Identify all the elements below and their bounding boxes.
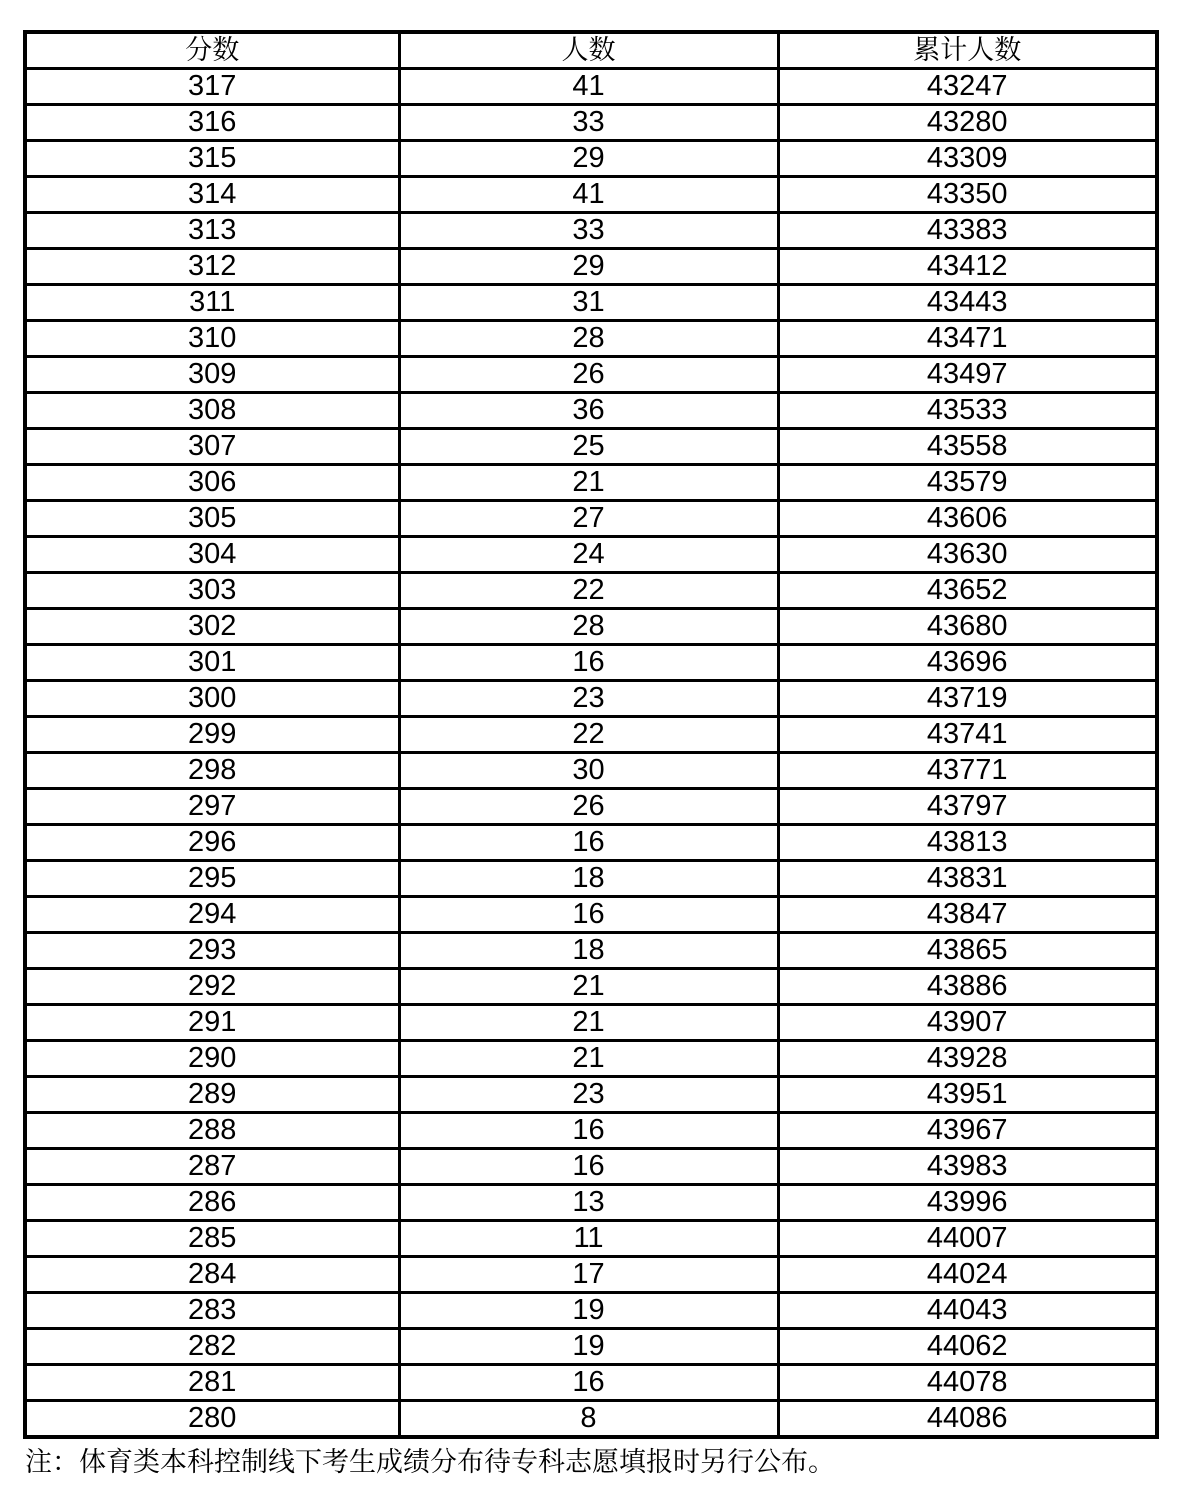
cumulative-count-cell: 44007 <box>778 1221 1157 1257</box>
cumulative-count-cell: 43696 <box>778 645 1157 681</box>
score-cell: 293 <box>25 933 399 969</box>
table-row <box>25 1005 1157 1041</box>
table-row <box>25 321 1157 357</box>
score-distribution-table <box>23 30 1159 1439</box>
count-cell: 13 <box>399 1185 778 1221</box>
table-header-row <box>25 32 1157 69</box>
count-cell: 26 <box>399 357 778 393</box>
score-cell: 286 <box>25 1185 399 1221</box>
cumulative-count-cell: 43983 <box>778 1149 1157 1185</box>
table-row <box>25 285 1157 321</box>
cumulative-count-cell: 43996 <box>778 1185 1157 1221</box>
table-row <box>25 501 1157 537</box>
cumulative-count-cell: 43247 <box>778 69 1157 105</box>
count-cell: 31 <box>399 285 778 321</box>
score-cell: 304 <box>25 537 399 573</box>
score-cell: 290 <box>25 1041 399 1077</box>
score-cell: 297 <box>25 789 399 825</box>
count-cell: 16 <box>399 1149 778 1185</box>
table-row <box>25 681 1157 717</box>
table-row <box>25 1149 1157 1185</box>
table-row <box>25 429 1157 465</box>
cumulative-count-cell: 43847 <box>778 897 1157 933</box>
cumulative-count-cell: 43813 <box>778 825 1157 861</box>
column-header-cumulative-count: 累计人数 <box>778 32 1157 69</box>
count-cell: 29 <box>399 249 778 285</box>
count-cell: 21 <box>399 1041 778 1077</box>
column-header-score: 分数 <box>25 32 399 69</box>
score-cell: 310 <box>25 321 399 357</box>
score-distribution-table-container <box>23 30 1155 1439</box>
score-table-body <box>25 69 1157 1438</box>
table-row <box>25 933 1157 969</box>
count-cell: 23 <box>399 1077 778 1113</box>
cumulative-count-cell: 43652 <box>778 573 1157 609</box>
table-row <box>25 645 1157 681</box>
count-cell: 21 <box>399 465 778 501</box>
count-cell: 41 <box>399 69 778 105</box>
cumulative-count-cell: 43865 <box>778 933 1157 969</box>
table-row <box>25 1257 1157 1293</box>
count-cell: 11 <box>399 1221 778 1257</box>
score-cell: 301 <box>25 645 399 681</box>
score-cell: 312 <box>25 249 399 285</box>
count-cell: 27 <box>399 501 778 537</box>
score-cell: 316 <box>25 105 399 141</box>
count-cell: 22 <box>399 573 778 609</box>
score-cell: 314 <box>25 177 399 213</box>
score-cell: 315 <box>25 141 399 177</box>
footnote: 注：体育类本科控制线下考生成绩分布待专科志愿填报时另行公布。 <box>25 1447 835 1478</box>
cumulative-count-cell: 43831 <box>778 861 1157 897</box>
count-cell: 24 <box>399 537 778 573</box>
table-row <box>25 1221 1157 1257</box>
score-cell: 307 <box>25 429 399 465</box>
cumulative-count-cell: 43630 <box>778 537 1157 573</box>
count-cell: 19 <box>399 1293 778 1329</box>
count-cell: 28 <box>399 609 778 645</box>
cumulative-count-cell: 43443 <box>778 285 1157 321</box>
table-row <box>25 1113 1157 1149</box>
cumulative-count-cell: 43579 <box>778 465 1157 501</box>
cumulative-count-cell: 43280 <box>778 105 1157 141</box>
score-cell: 302 <box>25 609 399 645</box>
count-cell: 8 <box>399 1401 778 1438</box>
score-cell: 300 <box>25 681 399 717</box>
table-row <box>25 969 1157 1005</box>
count-cell: 17 <box>399 1257 778 1293</box>
table-row <box>25 249 1157 285</box>
count-cell: 18 <box>399 861 778 897</box>
cumulative-count-cell: 43533 <box>778 393 1157 429</box>
count-cell: 28 <box>399 321 778 357</box>
cumulative-count-cell: 43497 <box>778 357 1157 393</box>
count-cell: 23 <box>399 681 778 717</box>
score-cell: 313 <box>25 213 399 249</box>
cumulative-count-cell: 43771 <box>778 753 1157 789</box>
count-cell: 16 <box>399 1113 778 1149</box>
score-cell: 309 <box>25 357 399 393</box>
score-cell: 308 <box>25 393 399 429</box>
cumulative-count-cell: 44086 <box>778 1401 1157 1438</box>
table-row <box>25 897 1157 933</box>
count-cell: 21 <box>399 969 778 1005</box>
score-cell: 298 <box>25 753 399 789</box>
cumulative-count-cell: 43471 <box>778 321 1157 357</box>
table-row <box>25 69 1157 105</box>
table-row <box>25 1041 1157 1077</box>
cumulative-count-cell: 43558 <box>778 429 1157 465</box>
count-cell: 33 <box>399 213 778 249</box>
count-cell: 33 <box>399 105 778 141</box>
cumulative-count-cell: 43967 <box>778 1113 1157 1149</box>
score-cell: 289 <box>25 1077 399 1113</box>
score-cell: 299 <box>25 717 399 753</box>
score-cell: 287 <box>25 1149 399 1185</box>
count-cell: 22 <box>399 717 778 753</box>
count-cell: 16 <box>399 1365 778 1401</box>
cumulative-count-cell: 43719 <box>778 681 1157 717</box>
cumulative-count-cell: 43886 <box>778 969 1157 1005</box>
table-row <box>25 1185 1157 1221</box>
score-cell: 311 <box>25 285 399 321</box>
table-row <box>25 753 1157 789</box>
count-cell: 21 <box>399 1005 778 1041</box>
table-row <box>25 1293 1157 1329</box>
score-cell: 317 <box>25 69 399 105</box>
count-cell: 29 <box>399 141 778 177</box>
score-cell: 294 <box>25 897 399 933</box>
score-cell: 296 <box>25 825 399 861</box>
cumulative-count-cell: 43309 <box>778 141 1157 177</box>
score-cell: 306 <box>25 465 399 501</box>
cumulative-count-cell: 44078 <box>778 1365 1157 1401</box>
score-cell: 284 <box>25 1257 399 1293</box>
score-cell: 288 <box>25 1113 399 1149</box>
table-row <box>25 357 1157 393</box>
score-cell: 280 <box>25 1401 399 1438</box>
count-cell: 16 <box>399 645 778 681</box>
table-row <box>25 141 1157 177</box>
table-row <box>25 825 1157 861</box>
score-cell: 305 <box>25 501 399 537</box>
count-cell: 16 <box>399 825 778 861</box>
score-cell: 282 <box>25 1329 399 1365</box>
score-cell: 281 <box>25 1365 399 1401</box>
cumulative-count-cell: 43412 <box>778 249 1157 285</box>
table-row <box>25 1077 1157 1113</box>
score-cell: 292 <box>25 969 399 1005</box>
cumulative-count-cell: 43907 <box>778 1005 1157 1041</box>
score-cell: 283 <box>25 1293 399 1329</box>
cumulative-count-cell: 43928 <box>778 1041 1157 1077</box>
table-row <box>25 105 1157 141</box>
count-cell: 41 <box>399 177 778 213</box>
table-row <box>25 609 1157 645</box>
cumulative-count-cell: 43741 <box>778 717 1157 753</box>
column-header-count: 人数 <box>399 32 778 69</box>
score-cell: 295 <box>25 861 399 897</box>
table-row <box>25 1401 1157 1438</box>
count-cell: 25 <box>399 429 778 465</box>
table-row <box>25 717 1157 753</box>
score-cell: 303 <box>25 573 399 609</box>
count-cell: 19 <box>399 1329 778 1365</box>
table-row <box>25 177 1157 213</box>
table-row <box>25 861 1157 897</box>
cumulative-count-cell: 43797 <box>778 789 1157 825</box>
cumulative-count-cell: 43951 <box>778 1077 1157 1113</box>
table-row <box>25 1329 1157 1365</box>
score-cell: 285 <box>25 1221 399 1257</box>
cumulative-count-cell: 43606 <box>778 501 1157 537</box>
count-cell: 18 <box>399 933 778 969</box>
count-cell: 16 <box>399 897 778 933</box>
table-row <box>25 573 1157 609</box>
cumulative-count-cell: 43383 <box>778 213 1157 249</box>
cumulative-count-cell: 44062 <box>778 1329 1157 1365</box>
table-row <box>25 537 1157 573</box>
count-cell: 36 <box>399 393 778 429</box>
cumulative-count-cell: 43680 <box>778 609 1157 645</box>
count-cell: 26 <box>399 789 778 825</box>
count-cell: 30 <box>399 753 778 789</box>
table-row <box>25 1365 1157 1401</box>
table-row <box>25 789 1157 825</box>
cumulative-count-cell: 44024 <box>778 1257 1157 1293</box>
score-cell: 291 <box>25 1005 399 1041</box>
table-row <box>25 213 1157 249</box>
cumulative-count-cell: 44043 <box>778 1293 1157 1329</box>
table-row <box>25 465 1157 501</box>
table-row <box>25 393 1157 429</box>
cumulative-count-cell: 43350 <box>778 177 1157 213</box>
